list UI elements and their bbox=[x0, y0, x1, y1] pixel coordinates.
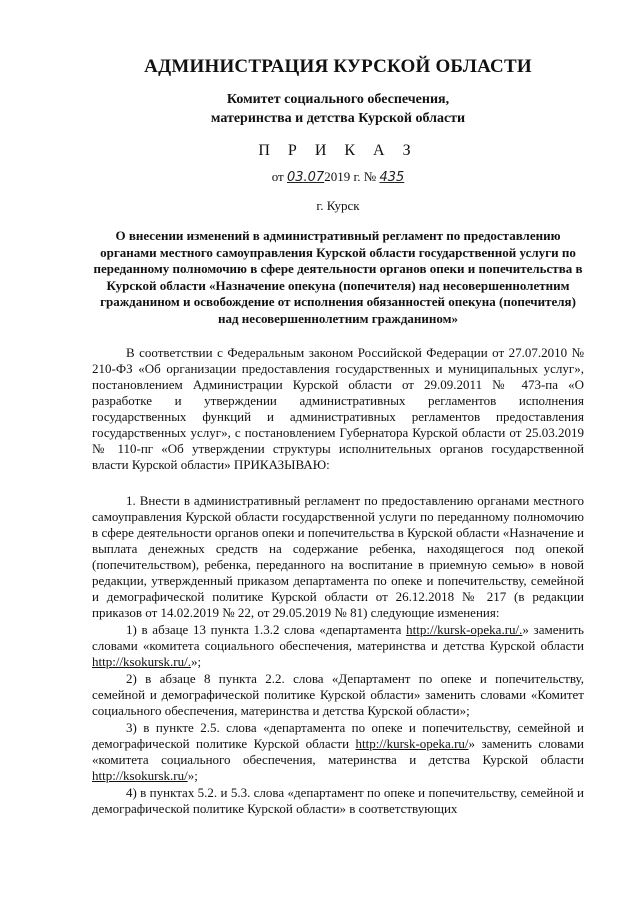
subitem-3-text-c: »; bbox=[187, 768, 198, 783]
subitem-3-text-b: » заменить словами «комитета социального обеспечения, материнства и детства Курской области bbox=[92, 736, 584, 767]
date-prefix: от bbox=[271, 169, 284, 184]
subitem-1-text-c: »; bbox=[190, 654, 202, 669]
subitem-3-paragraph bbox=[92, 720, 584, 784]
subitem-1-text-a: 1) в абзаце 13 пункта 1.3.2 слова «департамента bbox=[126, 622, 402, 637]
agency-title: АДМИНИСТРАЦИЯ КУРСКОЙ ОБЛАСТИ bbox=[144, 56, 532, 77]
item-1-paragraph: 1. Внести в административный регламент по предоставлению органами местного самоуправления Курской области государственной услуги по переданному полномочию в сфере деятельности органов опеки и попечительства в Курской области «Назначение и выплата денежных средств на содержание ребенка, находящегося под опекой (попечительством), ребенка, переданного на воспитание в приемную семью» в новой редакции, утвержденный приказом департамента по опеке и попечительству, семейной и демографической политике Курской области от 26.12.2018 № 217 (в редакции приказов от 14.02.2019 № 22, от 29.05.2019 № 81) следующие изменения: bbox=[92, 493, 584, 620]
order-body bbox=[92, 345, 584, 817]
ksokursk-link[interactable]: http://ksokursk.ru/ bbox=[92, 768, 188, 783]
committee-line-2: материнства и детства Курской области bbox=[210, 111, 466, 126]
subitem-1-paragraph bbox=[92, 622, 584, 670]
committee-name bbox=[92, 90, 584, 128]
date-year: 2019 г. № bbox=[324, 169, 377, 184]
ksokursk-link[interactable]: http://ksokursk.ru/. bbox=[92, 654, 191, 669]
preamble-paragraph: В соответствии с Федеральным законом Российской Федерации от 27.07.2010 № 210-ФЗ «Об организации предоставления государственных и муниципальных услуг», постановлением Администрации Курской области от 29.09.2011 № 473-па «О разработке и утверждении административных регламентов исполнения государственных функций и административных регламентов предоставления государственных услуг», с постановлением Губернатора Курской области от 25.03.2019 № 110-пг «Об утверждении структуры исполнительных органов государственной власти Курской области» ПРИКАЗЫВАЮ: bbox=[92, 345, 584, 472]
subitem-1-text-b: » заменить словами «комитета социального обеспечения, материнства и детства Курской области bbox=[92, 622, 584, 653]
order-heading: П Р И К А З bbox=[258, 142, 418, 159]
order-date-line bbox=[92, 169, 584, 185]
subitem-4-paragraph: 4) в пунктах 5.2. и 5.3. слова «департамент по опеке и попечительству, семейной и демографической политике Курской области» в соответствующих bbox=[92, 785, 584, 816]
handwritten-order-number: 435 bbox=[379, 170, 405, 185]
order-subject: О внесении изменений в административный регламент по предоставлению органами местного самоуправления Курской области государственной услуги по переданному полномочию в сфере деятельности органов опеки и попечительства в Курской области «Назначение опекуна (попечителя) над несовершеннолетним гражданином и освобождение от исполнения обязанностей опекуна (попечителя) над несовершеннолетним гражданином» bbox=[93, 228, 583, 326]
subitem-3-text-a: 3) в пункте 2.5. слова «департамента по опеке и попечительству, семейной и демографической политике Курской области bbox=[92, 720, 584, 751]
kursk-opeka-link[interactable]: http://kursk-opeka.ru/ bbox=[355, 736, 469, 751]
subitem-2-paragraph: 2) в абзаце 8 пункта 2.2. слова «Департамент по опеке и попечительству, семейной и демографической политике Курской области» заменить словами «Комитет социального обеспечения, материнства и детства Курской области»; bbox=[92, 671, 584, 718]
handwritten-date: 03.07 bbox=[286, 170, 325, 185]
city: г. Курск bbox=[316, 198, 360, 213]
committee-line-1: Комитет социального обеспечения, bbox=[226, 92, 450, 107]
kursk-opeka-link[interactable]: http://kursk-opeka.ru/. bbox=[406, 622, 523, 637]
